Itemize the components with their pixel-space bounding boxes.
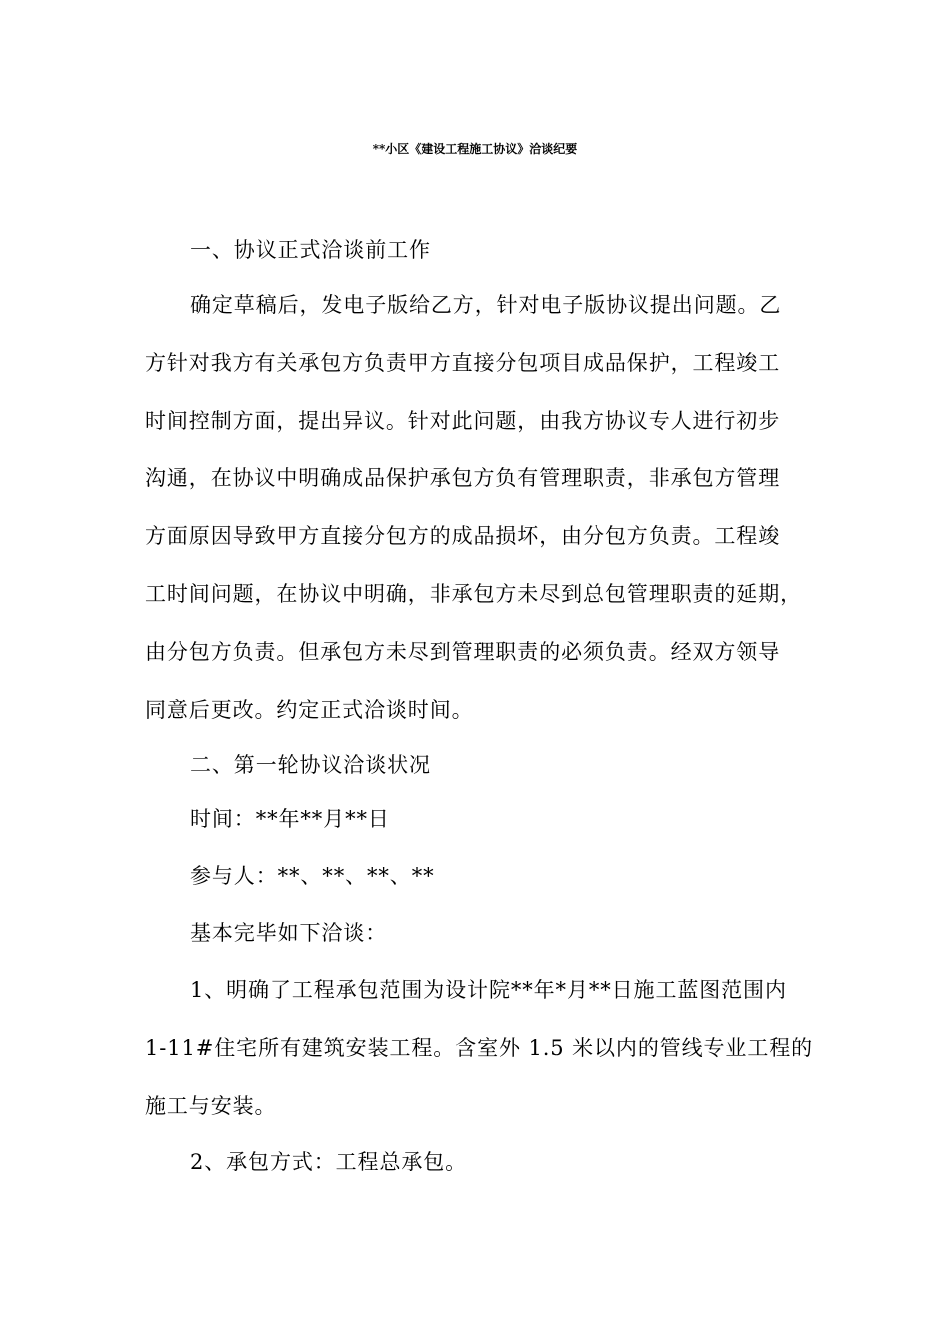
item-2: 2、承包方式：工程总承包。 xyxy=(190,1150,468,1174)
section-1-paragraph-line-3: 时间控制方面，提出异议。针对此问题，由我方协议专人进行初步 xyxy=(145,409,781,433)
section-1-paragraph-line-6: 工时间问题，在协议中明确，非承包方未尽到总包管理职责的延期， xyxy=(145,582,802,606)
negotiation-intro: 基本完毕如下洽谈： xyxy=(190,921,388,945)
item-1-line-1: 1、明确了工程承包范围为设计院**年*月**日施工蓝图范围内 xyxy=(190,978,787,1002)
document-title: **小区《建设工程施工协议》洽谈纪要 xyxy=(372,142,578,156)
meeting-participants: 参与人：**、**、**、** xyxy=(190,864,435,888)
section-2-heading: 二、第一轮协议洽谈状况 xyxy=(190,753,431,777)
section-1-paragraph-line-2: 方针对我方有关承包方负责甲方直接分包项目成品保护，工程竣工 xyxy=(145,351,781,375)
meeting-time: 时间：**年**月**日 xyxy=(190,807,390,831)
section-1-paragraph-line-7: 由分包方负责。但承包方未尽到管理职责的必须负责。经双方领导 xyxy=(145,640,781,664)
item-1-line-3: 施工与安装。 xyxy=(145,1094,277,1118)
section-1-paragraph-line-8: 同意后更改。约定正式洽谈时间。 xyxy=(145,698,474,722)
item-1-line-2: 1-11#住宅所有建筑安装工程。含室外 1.5 米以内的管线专业工程的 xyxy=(145,1036,814,1060)
section-1-paragraph-line-5: 方面原因导致甲方直接分包方的成品损坏，由分包方负责。工程竣 xyxy=(145,524,781,548)
section-1-paragraph-line-4: 沟通，在协议中明确成品保护承包方负有管理职责，非承包方管理 xyxy=(145,466,781,490)
section-1-paragraph-line-1: 确定草稿后，发电子版给乙方，针对电子版协议提出问题。乙 xyxy=(190,293,782,317)
section-1-heading: 一、协议正式洽谈前工作 xyxy=(190,238,431,262)
